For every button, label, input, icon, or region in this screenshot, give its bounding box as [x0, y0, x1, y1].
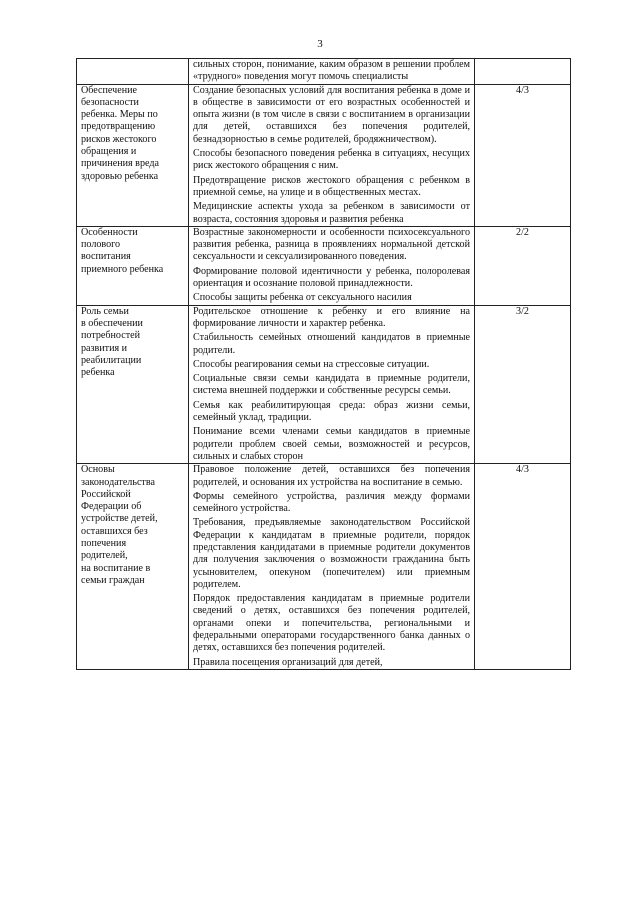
topic-line: здоровью ребенка	[81, 170, 159, 182]
content-paragraph: Формирование половой идентичности у ребенка, полоролевая ориентация и осознание половой принадлежности.	[193, 265, 470, 290]
content-cell	[189, 305, 475, 464]
topic-line: семьи граждан	[81, 574, 145, 586]
topic-line: приемного ребенка	[81, 263, 164, 275]
hours-cell: 3/2	[475, 305, 571, 464]
topic-line: родителей,	[81, 550, 128, 562]
hours-cell: 4/3	[475, 84, 571, 226]
content-paragraph: Родительское отношение к ребенку и его влияние на формирование личности и характер ребенка.	[193, 305, 470, 329]
topic-cell	[77, 305, 189, 464]
topic-line: оставшихся без	[81, 525, 148, 537]
topic-line: ребенка	[81, 367, 115, 379]
content-paragraph: Понимание всеми членами семьи кандидатов в приемные родители проблем своей семьи, возможностей и ресурсов, сильных и слабых сторон	[193, 426, 470, 462]
content-paragraph: Создание безопасных условий для воспитания ребенка в доме и в обществе в зависимости от его возрастных особенностей и опыта жизни (в том числе в связи с воспитанием в организации для детей, оставшихся без попечения родителей, безнадзорностью в семье родителей, бродяжничеством).	[193, 84, 470, 145]
hours-cell: 4/3	[475, 464, 571, 670]
content-paragraph: Стабильность семейных отношений кандидатов в приемные родители.	[193, 332, 470, 356]
content-paragraph: Способы защиты ребенка от сексуального насилия	[193, 292, 412, 304]
content-cell	[189, 464, 475, 670]
content-cell	[189, 59, 475, 85]
content-paragraph: Способы реагирования семьи на стрессовые ситуации.	[193, 358, 430, 370]
content-paragraph: Правовое положение детей, оставшихся без попечения родителей, и основания их устройства на воспитание в семью.	[193, 464, 470, 488]
topic-line: на воспитание в	[81, 562, 151, 574]
topic-line: Роль семьи	[81, 305, 129, 317]
table-row	[77, 464, 571, 670]
content-paragraph: Семья как реабилитирующая среда: образ жизни семьи, семейный уклад, традиции.	[193, 399, 470, 424]
hours-cell: 2/2	[475, 226, 571, 305]
topic-line: Российской	[81, 488, 131, 500]
topic-line: причинения вреда	[81, 158, 159, 170]
topic-line: безопасности	[81, 96, 139, 108]
topic-line: рисков жестокого	[81, 133, 157, 145]
table-row	[77, 226, 571, 305]
page-number: 3	[317, 38, 323, 50]
content-paragraph: Правила посещения организаций для детей,	[193, 656, 383, 668]
topic-cell	[77, 84, 189, 226]
topic-line: ребенка. Меры по	[81, 109, 158, 121]
topic-line: в обеспечении	[81, 317, 143, 329]
topic-line: Обеспечение	[81, 84, 137, 96]
content-paragraph: Предотвращение рисков жестокого обращения с ребенком в приемной семье, на улице и в общественных местах.	[193, 174, 470, 198]
content-paragraph: Порядок предоставления кандидатам в приемные родители сведений о детях, оставшихся без попечения родителей, органами опеки и попечительства, региональными и федеральными операторами государственного банка данных о детях, оставшихся без попечения родителей.	[193, 593, 470, 654]
program-table-body	[77, 59, 571, 670]
content-paragraph: Требования, предъявляемые законодательством Российской Федерации к кандидатам в приемные родители, порядок представления кандидатами в приемные родители документов для получения заключения о возможности гражданина быть усыновителем, опекуном (попечителем) или приемным родителем.	[193, 517, 470, 590]
topic-line: реабилитации	[81, 354, 142, 366]
content-paragraph: Медицинские аспекты ухода за ребенком в зависимости от возраста, состояния здоровья и развития ребенка	[193, 201, 470, 225]
topic-line: предотвращению	[81, 121, 156, 133]
topic-line: обращения и	[81, 146, 137, 158]
content-paragraph: сильных сторон, понимание, каким образом в решении проблем «трудного» поведения могут помочь специалисты	[193, 59, 470, 83]
topic-line: устройстве детей,	[81, 513, 158, 525]
table-row	[77, 59, 571, 85]
topic-line: развития и	[81, 342, 128, 354]
program-table	[76, 58, 571, 670]
content-cell	[189, 226, 475, 305]
hours-cell	[475, 59, 571, 85]
topic-line: полового	[81, 239, 121, 251]
topic-line: попечения	[81, 537, 127, 549]
topic-cell	[77, 226, 189, 305]
topic-cell	[77, 464, 189, 670]
content-cell	[189, 84, 475, 226]
topic-line: Основы	[81, 464, 115, 476]
table-row	[77, 84, 571, 226]
topic-line: потребностей	[81, 330, 140, 342]
content-paragraph: Формы семейного устройства, различия между формами семейного устройства.	[193, 490, 470, 515]
content-paragraph: Социальные связи семьи кандидата в приемные родители, система внешней поддержки и собственные ресурсы семьи.	[193, 373, 470, 397]
table-row	[77, 305, 571, 464]
topic-cell	[77, 59, 189, 85]
topic-line: Особенности	[81, 226, 138, 238]
content-paragraph: Возрастные закономерности и особенности психосексуального развития ребенка, разница в проявлениях нормальной детской сексуальности и сексуализированного поведения.	[193, 226, 470, 263]
topic-line: законодательства	[81, 476, 155, 488]
topic-line: воспитания	[81, 251, 131, 263]
topic-line: Федерации об	[81, 501, 142, 513]
content-paragraph: Способы безопасного поведения ребенка в ситуациях, несущих риск жестокого обращения с ним.	[193, 148, 470, 172]
